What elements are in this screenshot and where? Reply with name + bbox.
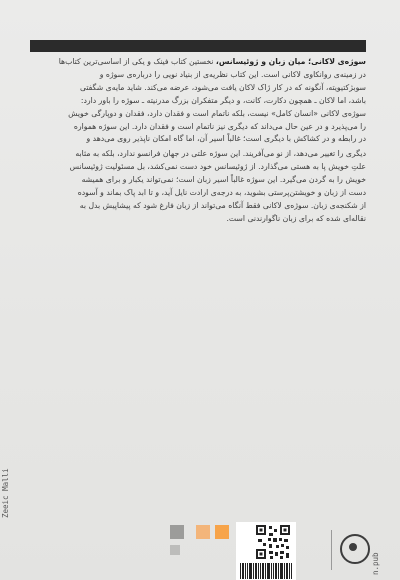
blurb-line-2: در زمینه‌ی روانکاوی لاکانی است. این کتاب نظریه‌ی از بنیاد نویی را درباره‌ی سوژه و [99,69,366,79]
blurb-line-12: از شکنجه‌ی زبان. سوژه‌ی لاکانی فقط آنگاه می‌تواند از زبان فارغ شود که پیشاپیش بدل به [79,200,366,210]
blurb-line-11: دست از زبان و خویشتن‌پرستی بشوید، به درجه‌ی ارادت نایل آید، و تا ابد پاک بماند و آسوده [77,188,366,198]
color-chip-light-orange [196,525,210,539]
blurb-line-1: سوژه‌ی لاکانی؛ میان زبان و ژوئیسانس، نخستین کتاب فینک و یکی از اساسی‌ترین کتاب‌ها [58,57,366,66]
publisher-url: n.pub [371,552,380,575]
barcode-icon [238,562,294,580]
blurb-line-4: باشد، اما لاکان ـ همچون دکارت، کانت، و دیگر متفکران بزرگ مدرنیته ـ سوژه را باور دارد: [80,95,366,105]
blurb-line-9: علتِ خویش پا به هستی می‌گذارد. از ژوئیسانس خود دست نمی‌کشد، بل مسئولیت ژوئیسانس [69,162,366,172]
blurb-line-6: را می‌پذیرد و در عین حال می‌داند که دیگری نیز ناتمام است و فقدان دارد. این سوژه همواره [73,121,366,131]
blurb-line-7: در رابطه و در کشاکش با دیگری است؛ غالباً اسیر آن، اما گاه امکان ناپذیر روی می‌دهد و [86,134,366,144]
color-chip-gray [170,525,184,539]
back-cover-blurb [30,56,366,226]
color-chip-light [170,545,180,555]
designer-credit: Zeeic Malli [1,468,10,518]
publisher-logo-icon [340,534,370,564]
top-black-bar [30,40,366,52]
divider [331,530,332,570]
blurb-paragraph-2 [30,148,366,225]
blurb-line-10: خویش را به گردن می‌گیرد. این سوژه غالباً اسیر زبان است؛ نمی‌تواند یکبار و برای همیشه [81,175,366,185]
blurb-line-8: دیگری را تغییر می‌دهد، از نو می‌آفریند. این سوژه علتی در جهان فرانسو ندارد، بلکه به مثابه [75,149,366,159]
blurb-lead: سوژه‌ی لاکانی؛ میان زبان و ژوئیسانس، [215,57,366,66]
blurb-line-13: نقاله‌ای شده که برای زبان ناگوارندنی است. [226,213,366,223]
blurb-line-3: سوبژکتیویته، آنگونه که در کار ژاک لاکان یافت می‌شود، عرضه می‌کند. شاید مایه‌ی شگفتی [79,82,366,92]
qr-code-icon [255,524,291,560]
color-chip-orange [215,525,229,539]
blurb-line-5: سوژه‌ی لاکانی «انسان کامل» نیست، بلکه ناتمام است و فقدان دارد، فقدان و دوپارگی خویش [68,108,366,118]
